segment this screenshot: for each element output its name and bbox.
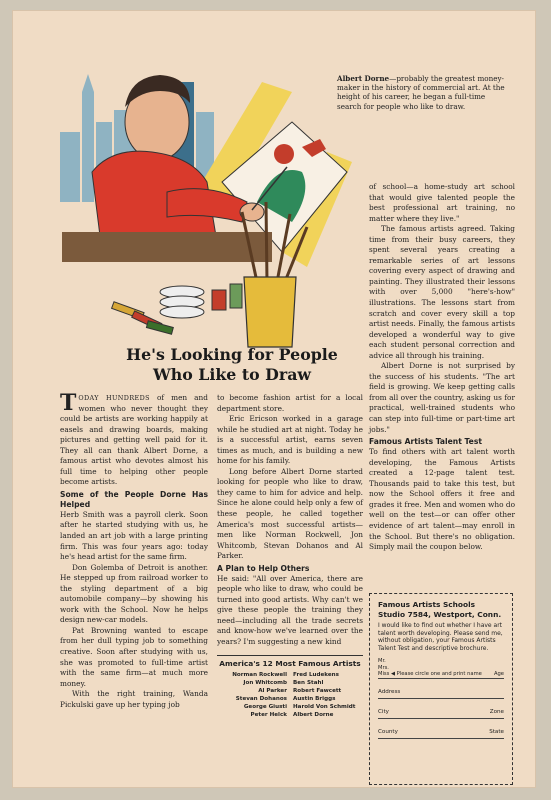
artist-illustration — [52, 62, 362, 352]
artist-name: Jon Whitcomb — [243, 679, 287, 686]
headline-line-1: He's Looking for People — [126, 345, 338, 364]
artist-name: Stevan Dohanos — [235, 695, 287, 702]
city-zone-field[interactable]: City Zone — [378, 709, 504, 719]
artist-names — [217, 671, 363, 719]
artist-name: Austin Briggs — [293, 695, 336, 702]
artist-name: Al Parker — [258, 687, 287, 694]
paragraph: Don Golemba of Detroit is another. He stepped up from railroad worker to the styling department of a big automobile company—by showing his work with the School. Now he helps design new-car models. — [60, 562, 208, 625]
paragraph: Long before Albert Dorne started looking for people who like to draw, they came to him for advice and help. Since he alone could help only a few of these people, he called together America's most successful artists—men like Norman Rockwell, Jon Whitcomb, Stevan Dohanos and Al Parker. — [217, 466, 363, 561]
artist-name: Norman Rockwell — [232, 671, 287, 678]
artist-name: Fred Ludekens — [293, 671, 339, 678]
artist-name: Harold Von Schmidt — [293, 703, 356, 710]
magazine-page — [12, 10, 536, 788]
coupon-name-field[interactable]: Mr. Mrs. Miss ◀ Please circle one and print name Age — [378, 658, 504, 678]
address-field[interactable]: Address — [378, 689, 504, 699]
intro-paragraph: TODAY HUNDREDS of men and women who never thought they could be artists are working happily at easels and drawing boards, making pictures and getting well paid for it. They all can thank Albert Dorne, a famous artist who devotes almost his full time to helping other people become artists. — [60, 390, 208, 487]
headline — [87, 345, 377, 385]
paragraph: Albert Dorne is not surprised by the success of his students. "The art field is growing. We keep getting calls from all over the country, asking us for practical, well-trained students who can step into full-time or part-time art jobs." — [369, 361, 515, 434]
artist-name: Albert Dorne — [293, 711, 334, 718]
column-2 — [217, 393, 363, 719]
coupon-body: I would like to find out whether I have art talent worth developing. Please send me, without obligation, your Famous Artists Talent Test and descriptive brochure. — [378, 622, 503, 652]
paragraph: To find others with art talent worth developing, the Famous Artists created a 12-page talent test. Thousands paid to take this test, but now the School offers it free and grades it free. Men and women who do well on the test—or can offer other evidence of art talent—may enroll in the School. But there's no obligation. Simply mail the coupon below. — [369, 447, 516, 552]
age-label: Age — [493, 671, 504, 678]
paint-tubes — [112, 302, 174, 335]
county-state-field[interactable]: County State — [378, 729, 504, 739]
headline-line-2: Who Like to Draw — [152, 365, 312, 384]
artist-name: George Giusti — [243, 703, 287, 710]
famous-artists-list — [217, 655, 363, 719]
paragraph: With the right training, Wanda Pickulski gave up her typing job — [60, 689, 208, 709]
paragraph: of school—a home-study art school that would give talented people the best professional art training, no matter where they live." — [369, 182, 515, 223]
paragraph: He said: "All over America, there are people who like to draw, who could be turned into good artists. Why can't we give these people the training they need—including all the trade secrets and know-how we've learned over the years? I'm suggesting a new kind — [217, 573, 363, 647]
caption-text: —probably the greatest money-maker in the history of commercial art. At the height of his career, he began a full-time search for people who like to draw. — [337, 74, 505, 111]
list-title: America's 12 Most Famous Artists — [219, 658, 361, 668]
arrow-left-icon: ◀ — [390, 671, 395, 678]
illustration-caption — [337, 74, 507, 111]
paragraph: Eric Ericson worked in a garage while he studied art at night. Today he is a successful artist, earns seven times as much, and is building a new home for his family. — [217, 414, 363, 466]
lead-in: ODAY HUNDREDS — [78, 394, 150, 402]
coupon-school-name: Famous Artists Schools — [378, 600, 476, 609]
drop-cap: T — [60, 390, 77, 416]
coupon-address: Studio 7584, Westport, Conn. — [378, 609, 502, 619]
artist-name: Ben Stahl — [293, 679, 324, 686]
paragraph: Pat Browning wanted to escape from her dull typing job to something creative. Soon after studying with us, she was promoted to full-time artist with the same firm—at much more money. — [60, 625, 208, 688]
column-1 — [60, 390, 208, 710]
subhead-talent-test: Famous Artists Talent Test — [369, 437, 482, 447]
mail-coupon[interactable] — [369, 593, 513, 785]
paragraph: The famous artists agreed. Taking time from their busy careers, they spent several years creating a remarkable series of art lessons covering every aspect of drawing and painting. They illustrated their lessons with over 5,000 "here's-how" illustrations. The lessons start from scratch and cover every skill a top artist needs. Finally, the famous artists developed a wonderful way to give each student personal correction and advice all through his training. — [369, 224, 515, 360]
caption-name: Albert Dorne — [337, 74, 390, 83]
paragraph: to become fashion artist for a local department store. — [217, 393, 363, 413]
artist-name: Peter Helck — [250, 711, 287, 718]
paragraph: Herb Smith was a payroll clerk. Soon after he started studying with us, he landed an art job with a large printing firm. This was four years ago: today he's head artist for the same firm. — [60, 509, 208, 562]
column-3 — [369, 182, 515, 553]
subhead-plan: A Plan to Help Others — [217, 563, 310, 573]
artist-name: Robert Fawcett — [293, 687, 342, 694]
subhead-helped: Some of the People Dorne Has Helped — [60, 489, 208, 509]
